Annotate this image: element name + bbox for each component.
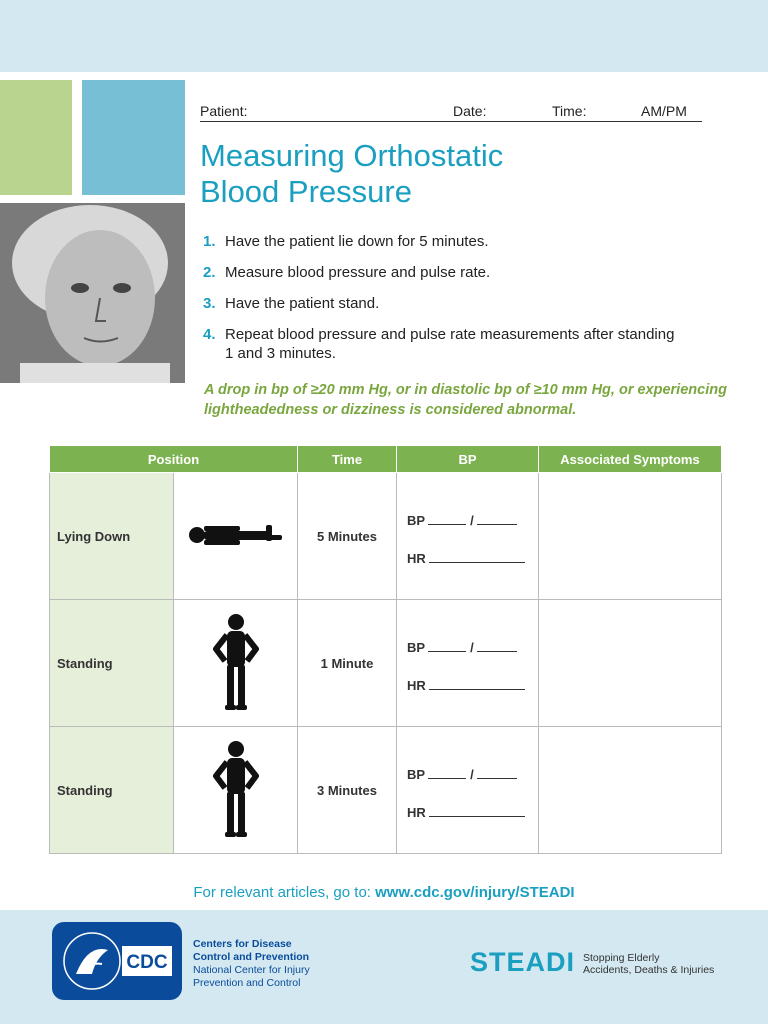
diastolic-blank[interactable] [477, 512, 517, 525]
steadi-tag-line-1: Stopping Elderly [583, 952, 660, 964]
bp-label: BP [407, 513, 425, 528]
step-number: 1. [203, 233, 216, 250]
header-position: Position [50, 446, 298, 473]
step-text: Have the patient stand. [225, 295, 380, 312]
step-number: 4. [203, 326, 216, 343]
steadi-logo: STEADI [470, 947, 576, 977]
systolic-blank[interactable] [428, 512, 466, 525]
position-cell: Standing [50, 727, 174, 854]
hr-label: HR [407, 551, 426, 566]
step-text: Have the patient lie down for 5 minutes. [225, 233, 489, 250]
step-text: Measure blood pressure and pulse rate. [225, 264, 491, 281]
bp-cell [397, 473, 539, 600]
step-item [203, 232, 723, 251]
time-cell: 3 Minutes [298, 727, 397, 854]
abnormal-criteria-note: A drop in bp of ≥20 mm Hg, or in diastolic bp of ≥10 mm Hg, or experiencing lightheadedness or dizziness is considered abnormal. [204, 382, 727, 418]
time-cell: 5 Minutes [298, 473, 397, 600]
time-cell: 1 Minute [298, 600, 397, 727]
step-number: 3. [203, 295, 216, 312]
step-item [203, 325, 675, 363]
step-item [203, 294, 723, 313]
decorative-green-square [0, 80, 72, 195]
bp-slash: / [470, 640, 474, 655]
bp-cell [397, 727, 539, 854]
page-title [200, 138, 700, 210]
ampm-label: AM/PM [641, 103, 687, 119]
patient-label: Patient: [200, 103, 248, 119]
symptoms-cell[interactable] [539, 600, 722, 727]
table-row [50, 600, 722, 727]
step-number: 2. [203, 264, 216, 281]
step-item [203, 263, 723, 282]
lying-figure-cell [174, 473, 298, 600]
standing-person-icon [212, 740, 260, 838]
table-row [50, 727, 722, 854]
measurement-table [49, 445, 722, 854]
position-cell: Lying Down [50, 473, 174, 600]
elderly-woman-photo [0, 203, 185, 383]
systolic-blank[interactable] [428, 639, 466, 652]
title-line-1: Measuring Orthostatic [200, 138, 504, 173]
bp-slash: / [470, 513, 474, 528]
resource-footer [0, 884, 768, 901]
symptoms-cell[interactable] [539, 473, 722, 600]
top-band [0, 0, 768, 72]
footer-prefix: For relevant articles, go to: [193, 884, 376, 901]
cdc-line-3: National Center for Injury [193, 964, 310, 976]
hr-blank[interactable] [429, 804, 525, 817]
standing-figure-cell [174, 600, 298, 727]
hr-label: HR [407, 805, 426, 820]
standing-figure-cell [174, 727, 298, 854]
hr-label: HR [407, 678, 426, 693]
cdc-line-4: Prevention and Control [193, 977, 301, 989]
lying-person-icon [188, 522, 284, 548]
date-label: Date: [453, 103, 487, 119]
bp-label: BP [407, 767, 425, 782]
cdc-logo [52, 922, 182, 1000]
systolic-blank[interactable] [428, 766, 466, 779]
bp-cell [397, 600, 539, 727]
steadi-link[interactable]: www.cdc.gov/injury/STEADI [375, 884, 575, 901]
bp-slash: / [470, 767, 474, 782]
table-row [50, 473, 722, 600]
steadi-tagline [583, 952, 714, 976]
hr-blank[interactable] [429, 550, 525, 563]
diastolic-blank[interactable] [477, 639, 517, 652]
standing-person-icon [212, 613, 260, 711]
position-cell: Standing [50, 600, 174, 727]
header-time: Time [298, 446, 397, 473]
step-text: Repeat blood pressure and pulse rate measurements after standing 1 and 3 minutes. [225, 326, 675, 362]
patient-info-line [200, 103, 702, 122]
title-line-2: Blood Pressure [200, 174, 412, 209]
bp-label: BP [407, 640, 425, 655]
cdc-line-1: Centers for Disease [193, 938, 292, 950]
diastolic-blank[interactable] [477, 766, 517, 779]
instruction-steps [203, 232, 723, 375]
header-bp: BP [397, 446, 539, 473]
header-symptoms: Associated Symptoms [539, 446, 722, 473]
cdc-logo-text: CDC [126, 952, 168, 973]
symptoms-cell[interactable] [539, 727, 722, 854]
time-label: Time: [552, 103, 587, 119]
hr-blank[interactable] [429, 677, 525, 690]
steadi-tag-line-2: Accidents, Deaths & Injuries [583, 964, 715, 976]
decorative-blue-square [82, 80, 185, 195]
cdc-agency-text [193, 938, 310, 990]
cdc-line-2: Control and Prevention [193, 951, 310, 963]
